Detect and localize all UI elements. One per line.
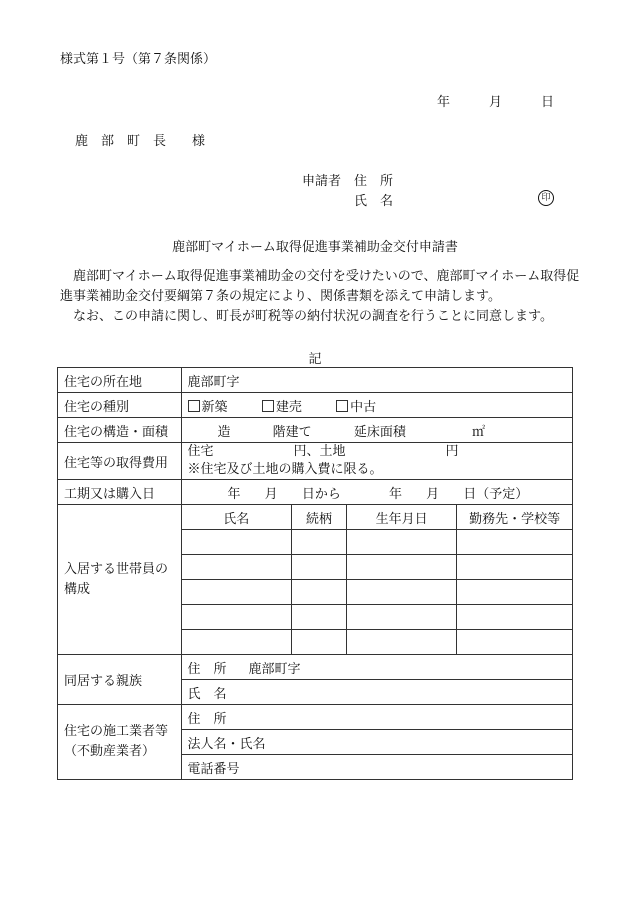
option-new-label: 新築 [201, 399, 228, 415]
document-title: 鹿部町マイホーム取得促進事業補助金交付申請書 [172, 240, 458, 255]
household-cell[interactable] [457, 580, 573, 605]
household-header-row [58, 505, 573, 530]
contractor-address-field[interactable] [181, 705, 572, 730]
household-cell[interactable] [346, 580, 457, 605]
cost-note: ※住宅及び土地の購入費に限る。 [187, 462, 383, 477]
structure-area-unit: ㎡ [471, 424, 485, 440]
household-cell[interactable] [346, 530, 457, 555]
application-body [60, 267, 580, 327]
contractor-corp-field[interactable] [181, 730, 572, 755]
body-paragraph-consent-intro: 鹿部町マイホーム取得促進事業補助金の交付を受けたいので、鹿部町マイホーム取得促進事業補助金交付要綱第７条の規定により、関係書類を添えて申請します。 [60, 269, 580, 304]
household-cell[interactable] [457, 530, 573, 555]
application-form-table [57, 367, 573, 780]
option-used-label: 中古 [350, 399, 377, 415]
household-cell[interactable] [457, 605, 573, 630]
household-cell[interactable] [346, 605, 457, 630]
row-location [58, 368, 573, 393]
body-paragraph-tax-consent: なお、この申請に関し、町長が町税等の納付状況の調査を行うことに同意します。 [73, 309, 553, 324]
household-cell[interactable] [181, 580, 292, 605]
household-col-name: 氏名 [181, 505, 292, 530]
household-cell[interactable] [292, 630, 347, 655]
period-to-month: 月 [426, 486, 440, 502]
option-built-for-sale-label: 建売 [275, 399, 302, 415]
location-field[interactable] [181, 368, 572, 393]
household-col-workplace: 勤務先・学校等 [457, 505, 573, 530]
structure-field[interactable] [181, 418, 572, 443]
household-cell[interactable] [181, 555, 292, 580]
relatives-label: 同居する親族 [58, 655, 182, 705]
contractor-label [58, 705, 182, 780]
applicant-name-label: 氏 名 [354, 194, 394, 209]
household-cell[interactable] [181, 530, 292, 555]
type-label: 住宅の種別 [58, 393, 182, 418]
type-options [181, 393, 572, 418]
period-to-year: 年 [388, 486, 402, 502]
row-cost [58, 443, 573, 480]
period-from-month: 月 [264, 486, 278, 502]
contractor-phone-field[interactable] [181, 755, 572, 780]
structure-zo: 造 [217, 424, 231, 440]
household-cell[interactable] [292, 580, 347, 605]
row-contractor-address [58, 705, 573, 730]
cost-yen-land: 円、土地 [293, 444, 346, 459]
row-structure [58, 418, 573, 443]
contractor-label-sub: （不動産業者） [64, 744, 156, 759]
household-cell[interactable] [181, 605, 292, 630]
ki-heading: 記 [308, 352, 322, 367]
date-year-label: 年 [437, 95, 451, 110]
household-cell[interactable] [346, 630, 457, 655]
seal-mark: 印 [538, 190, 554, 206]
contractor-phone-label: 電話番号 [187, 761, 240, 777]
household-cell[interactable] [346, 555, 457, 580]
date-day-label: 日 [541, 95, 555, 110]
applicant-address-label: 住 所 [354, 174, 394, 189]
contractor-corp-label: 法人名・氏名 [187, 736, 266, 752]
household-cell[interactable] [292, 530, 347, 555]
period-to-day: 日（予定） [463, 486, 529, 502]
relatives-address-field[interactable] [181, 655, 572, 680]
household-col-relation: 続柄 [292, 505, 347, 530]
checkbox-used[interactable] [336, 400, 348, 412]
row-relatives-address [58, 655, 573, 680]
relatives-name-label: 氏 名 [187, 686, 227, 702]
row-type [58, 393, 573, 418]
household-cell[interactable] [292, 555, 347, 580]
household-cell[interactable] [457, 630, 573, 655]
household-cell[interactable] [292, 605, 347, 630]
household-col-birthdate: 生年月日 [346, 505, 457, 530]
date-month-label: 月 [489, 95, 503, 110]
row-period [58, 480, 573, 505]
location-value: 鹿部町字 [187, 374, 240, 390]
household-cell[interactable] [457, 555, 573, 580]
addressee: 鹿 部 町 長 様 [75, 134, 206, 149]
cost-yen: 円 [445, 444, 459, 459]
period-from-day: 日から [301, 486, 341, 502]
structure-floors: 階建て [272, 424, 312, 440]
relatives-address-value: 鹿部町字 [248, 661, 301, 677]
period-label: 工期又は購入日 [58, 480, 182, 505]
contractor-address-label: 住 所 [187, 711, 227, 727]
relatives-address-label: 住 所 [187, 661, 227, 677]
household-cell[interactable] [181, 630, 292, 655]
checkbox-built-for-sale[interactable] [262, 400, 274, 412]
cost-house-label: 住宅 [187, 444, 214, 459]
structure-label: 住宅の構造・面積 [58, 418, 182, 443]
applicant-label: 申請者 [302, 174, 342, 189]
period-field[interactable] [181, 480, 572, 505]
contractor-label-main: 住宅の施工業者等 [64, 724, 169, 739]
location-label: 住宅の所在地 [58, 368, 182, 393]
form-number: 様式第１号（第７条関係） [60, 52, 217, 67]
period-from-year: 年 [227, 486, 241, 502]
cost-field[interactable] [181, 443, 572, 480]
relatives-name-field[interactable] [181, 680, 572, 705]
checkbox-new[interactable] [188, 400, 200, 412]
structure-area-label: 延床面積 [353, 424, 406, 440]
cost-label: 住宅等の取得費用 [58, 443, 182, 480]
household-label: 入居する世帯員の構成 [58, 505, 182, 655]
